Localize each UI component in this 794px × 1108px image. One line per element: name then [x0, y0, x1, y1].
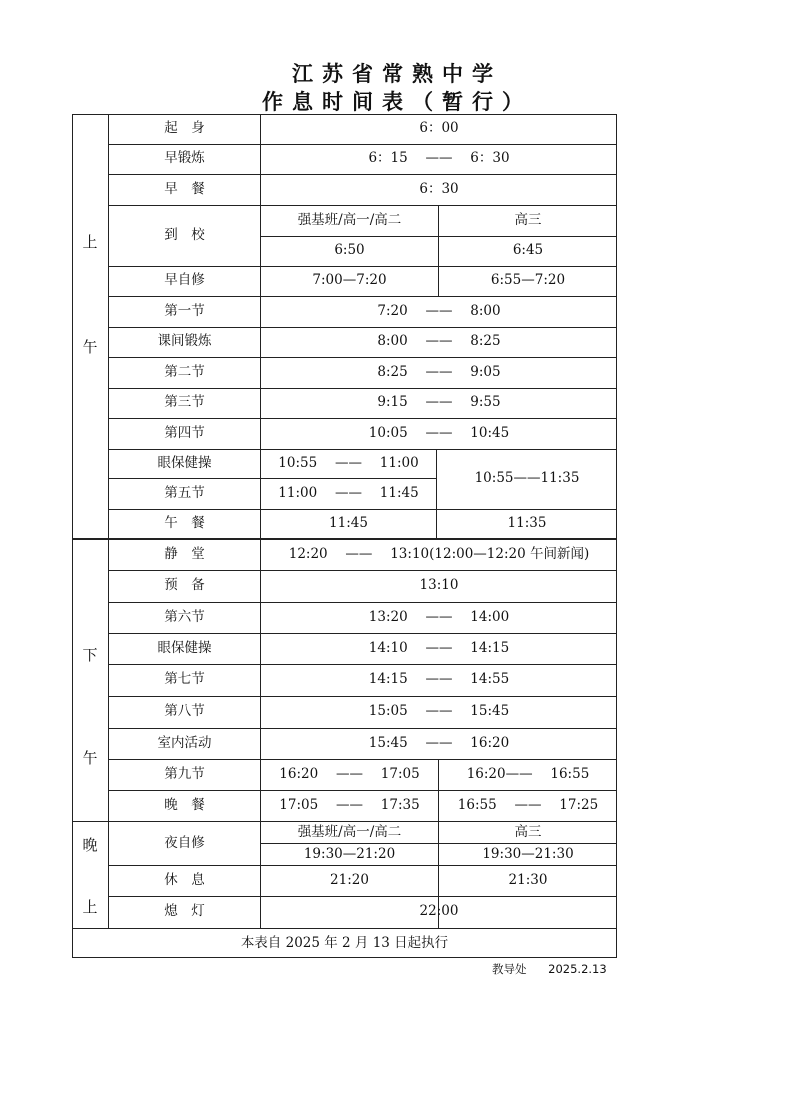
row-label-period-6: 第六节	[164, 608, 205, 625]
section-afternoon-2: 午	[82, 748, 98, 767]
group-header-b: 高三	[514, 211, 542, 228]
row-label-quiet: 静 堂	[164, 546, 205, 563]
time-arrive-b: 6:45	[512, 242, 544, 259]
time-period-9-b: 16:20—— 16:55	[466, 765, 590, 782]
row-label-period-5: 第五节	[164, 484, 205, 501]
time-prep: 13:10	[419, 577, 459, 594]
section-evening-1: 晚	[82, 835, 98, 854]
time-lunch-a: 11:45	[329, 515, 368, 532]
issue-date: 2025.2.13	[548, 962, 607, 976]
group-header-evening-b: 高三	[514, 823, 542, 840]
row-label-eye-exercise: 眼保健操	[157, 454, 212, 471]
time-lunch-b: 11:35	[507, 515, 547, 532]
row-label-break-exercise: 课间锻炼	[157, 333, 212, 350]
row-label-prep: 预 备	[164, 577, 205, 594]
row-label-lunch: 午 餐	[164, 515, 205, 532]
row-label-period-8: 第八节	[164, 703, 205, 720]
document-title: 作息时间表（暂行）	[262, 90, 532, 114]
time-night-study-a: 19:30—21:20	[303, 845, 396, 862]
issuer-line	[492, 961, 607, 977]
time-senior-late-morning: 10:55——11:35	[474, 470, 580, 487]
effective-date-note: 本表自 2025 年 2 月 13 日起执行	[240, 934, 449, 951]
section-evening-2: 上	[82, 897, 98, 916]
time-morning-study-b: 6:55—7:20	[490, 272, 566, 289]
time-break-exercise: 8:00 —— 8:25	[377, 333, 501, 350]
row-label-period-2: 第二节	[164, 363, 205, 380]
time-period-4: 10:05 —— 10:45	[368, 424, 510, 441]
schedule-table	[72, 114, 617, 958]
time-period-1: 7:20 —— 8:00	[377, 302, 501, 319]
group-header-a: 强基班/高一/高二	[297, 211, 402, 228]
time-rest-a: 21:20	[330, 871, 369, 888]
time-lights-out: 22:00	[419, 903, 459, 920]
row-label-exercise: 早锻炼	[164, 150, 205, 167]
time-period-5-a: 11:00 —— 11:45	[278, 484, 419, 501]
time-rest-b: 21:30	[508, 871, 548, 888]
section-morning-1: 上	[82, 232, 98, 251]
time-period-9-a: 16:20 —— 17:05	[279, 765, 420, 782]
row-label-wake: 起 身	[164, 120, 205, 137]
time-morning-study-a: 7:00—7:20	[312, 272, 387, 289]
time-indoor-activity: 15:45 —— 16:20	[368, 734, 510, 751]
time-night-study-b: 19:30—21:30	[482, 845, 574, 862]
row-label-period-3: 第三节	[164, 394, 205, 411]
time-breakfast: 6：30	[419, 180, 459, 197]
time-period-3: 9:15 —— 9:55	[377, 394, 501, 411]
time-quiet: 12:20 —— 13:10(12:00—12:20 午间新闻)	[288, 546, 590, 563]
school-name: 江苏省常熟中学	[292, 62, 502, 86]
row-label-period-9: 第九节	[164, 765, 205, 782]
row-label-eye-exercise-pm: 眼保健操	[157, 639, 212, 656]
time-period-6: 13:20 —— 14:00	[368, 608, 510, 625]
row-label-period-4: 第四节	[164, 424, 205, 441]
time-period-2: 8:25 —— 9:05	[377, 363, 501, 380]
row-label-period-7: 第七节	[164, 671, 205, 688]
time-exercise: 6：15 —— 6：30	[368, 150, 510, 167]
row-label-morning-study: 早自修	[164, 272, 205, 289]
row-label-dinner: 晚 餐	[164, 796, 205, 813]
section-afternoon-1: 下	[82, 645, 98, 664]
time-eye-exercise-a: 10:55 —— 11:00	[278, 454, 419, 471]
row-label-indoor-activity: 室内活动	[157, 734, 212, 751]
row-label-night-study: 夜自修	[164, 834, 205, 851]
group-header-evening-a: 强基班/高一/高二	[297, 823, 402, 840]
time-period-8: 15:05 —— 15:45	[368, 703, 510, 720]
row-label-lights-out: 熄 灯	[164, 903, 205, 920]
row-label-period-1: 第一节	[164, 302, 205, 319]
time-wake: 6：00	[419, 120, 459, 137]
row-label-arrive: 到 校	[164, 226, 205, 243]
row-label-breakfast: 早 餐	[164, 180, 205, 197]
time-eye-exercise-pm: 14:10 —— 14:15	[368, 639, 510, 656]
time-arrive-a: 6:50	[334, 242, 365, 259]
time-dinner-a: 17:05 —— 17:35	[279, 796, 420, 813]
row-label-rest: 休 息	[164, 871, 205, 888]
time-dinner-b: 16:55 —— 17:25	[457, 796, 599, 813]
section-morning-2: 午	[82, 337, 98, 356]
issuer-office: 教导处	[492, 962, 527, 976]
time-period-7: 14:15 —— 14:55	[368, 671, 510, 688]
